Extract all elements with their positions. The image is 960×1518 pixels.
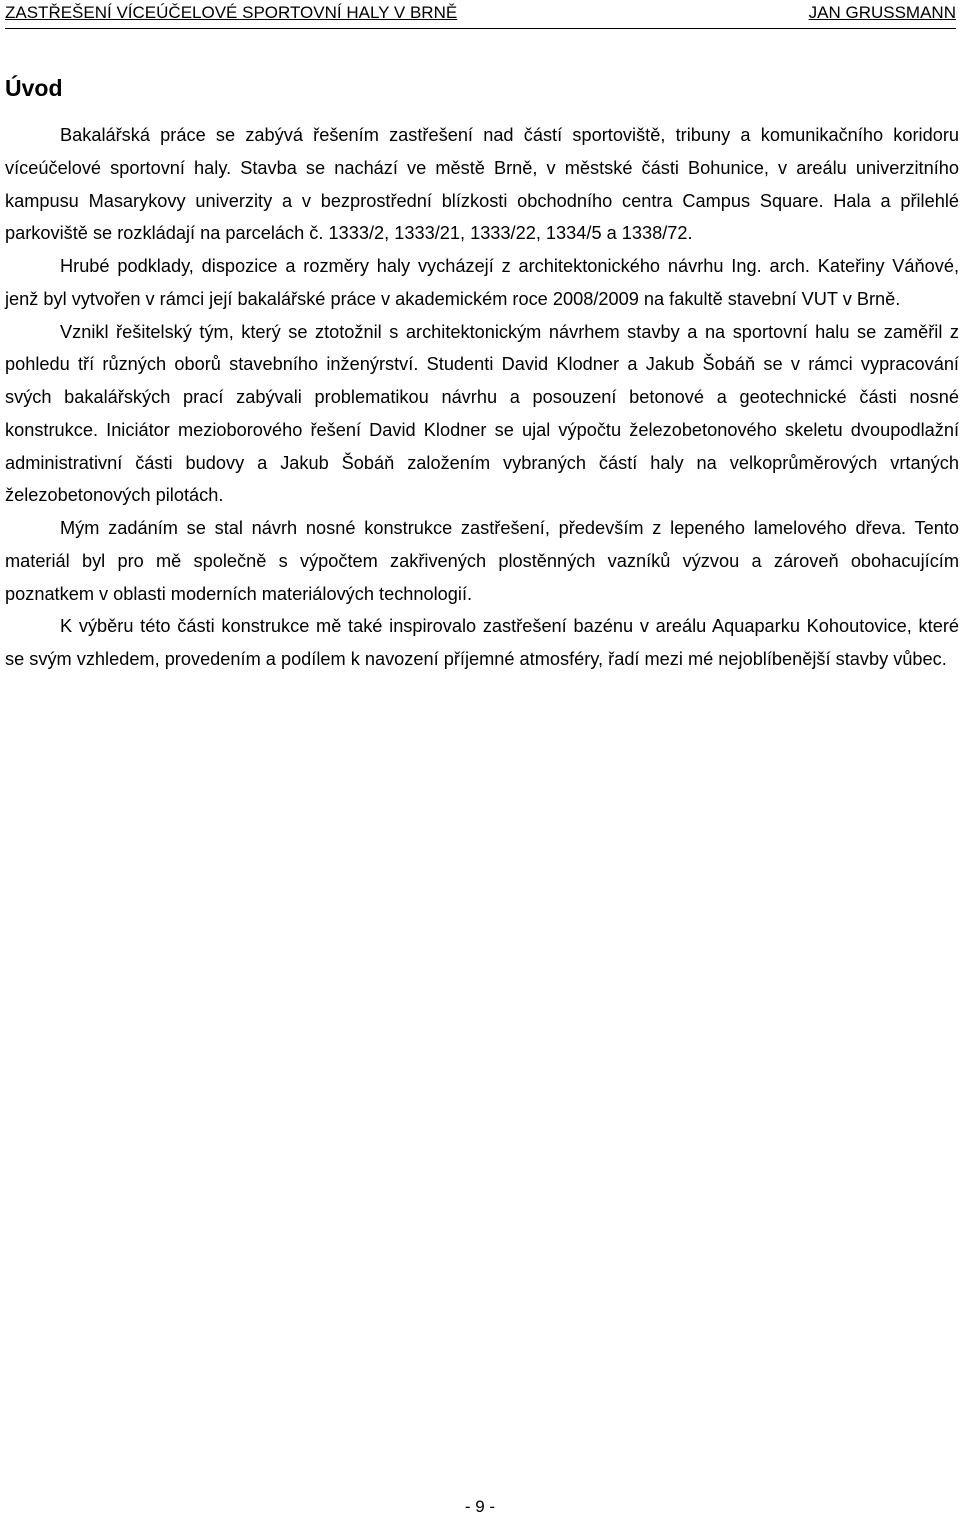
paragraph: K výběru této části konstrukce mě také inspirovalo zastřešení bazénu v areálu Aquaparku Kohoutovice, které se svým vzhledem, provedením a podílem k navození příjemné atmosféry, řadí mezi mé nejoblíbenější stavby vůbec.: [5, 616, 959, 669]
paragraph: Hrubé podklady, dispozice a rozměry haly vycházejí z architektonického návrhu Ing. arch. Kateřiny Váňové, jenž byl vytvořen v rámci její bakalářské práce v akademickém roce 2008/2009 na fakultě stavební VUT v Brně.: [5, 256, 959, 309]
running-header: [5, 0, 956, 29]
paragraph: Bakalářská práce se zabývá řešením zastřešení nad částí sportoviště, tribuny a komunikačního koridoru víceúčelové sportovní haly. Stavba se nachází ve městě Brně, v městské části Bohunice, v areálu univerzitního kampusu Masarykovy univerzity a v bezprostřední blízkosti obchodního centra Campus Square. Hala a přilehlé parkoviště se rozkládají na parcelách č. 1333/2, 1333/21, 1333/22, 1334/5 a 1338/72.: [5, 125, 959, 244]
page-number: - 9 -: [464, 1497, 496, 1516]
header-document-title: ZASTŘEŠENÍ VÍCEÚČELOVÉ SPORTOVNÍ HALY V BRNĚ: [5, 3, 458, 22]
paragraph: Vznikl řešitelský tým, který se ztotožnil s architektonickým návrhem stavby a na sportovní halu se zaměřil z pohledu tří různých oborů stavebního inženýrství. Studenti David Klodner a Jakub Šobáň se v rámci vypracování svých bakalářských prací zabývali problematikou návrhu a posouzení betonové a geotechnické části nosné konstrukce. Iniciátor mezioborového řešení David Klodner se ujal výpočtu železobetonového skeletu dvoupodlažní administrativní části budovy a Jakub Šobáň založením vybraných částí haly na velkoprůměrových vrtaných železobetonových pilotách.: [5, 321, 959, 506]
section-title: Úvod: [5, 75, 63, 101]
paragraph: Mým zadáním se stal návrh nosné konstrukce zastřešení, především z lepeného lamelového dřeva. Tento materiál byl pro mě společně s výpočtem zakřivených plostěnných vazníků výzvou a zároveň obohacujícím poznatkem v oblasti moderních materiálových technologií.: [5, 518, 959, 604]
section-body: [5, 119, 959, 676]
header-author: JAN GRUSSMANN: [808, 3, 956, 22]
